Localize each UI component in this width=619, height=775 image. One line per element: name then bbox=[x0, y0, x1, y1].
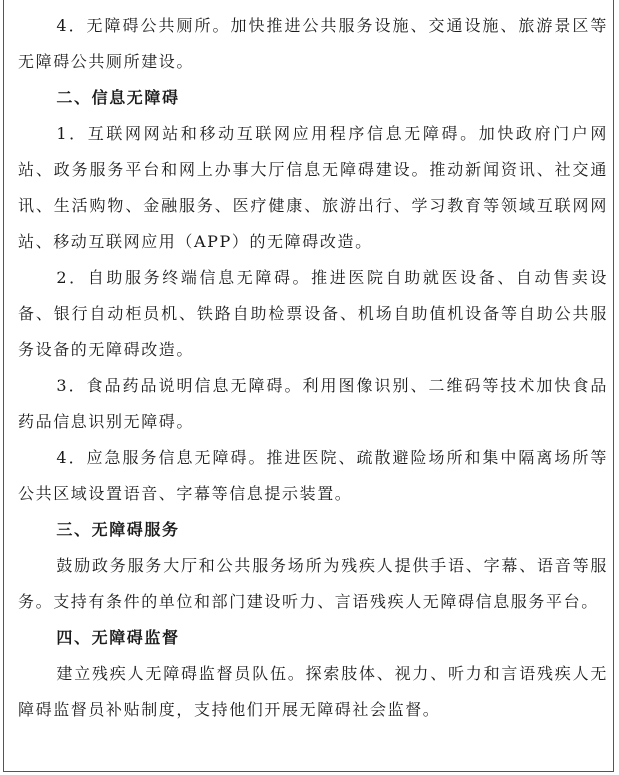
paragraph-emergency-info: 4．应急服务信息无障碍。推进医院、疏散避险场所和集中隔离场所等公共区域设置语音、字幕等信息提示装置。 bbox=[18, 448, 608, 503]
paragraph-public-toilets: 4．无障碍公共厕所。加快推进公共服务设施、交通设施、旅游景区等无障碍公共厕所建设。 bbox=[18, 16, 608, 71]
paragraph-supervisor-team: 建立残疾人无障碍监督员队伍。探索肢体、视力、听力和言语残疾人无障碍监督员补贴制度，支持他们开展无障碍社会监督。 bbox=[18, 664, 608, 719]
section-heading-information-accessibility: 二、信息无障碍 bbox=[56, 88, 180, 107]
document-frame bbox=[3, 0, 614, 772]
section-heading-accessibility-supervision: 四、无障碍监督 bbox=[56, 628, 180, 647]
document-body bbox=[18, 8, 608, 728]
paragraph-sign-language-services: 鼓励政务服务大厅和公共服务场所为残疾人提供手语、字幕、语音等服务。支持有条件的单位和部门建设听力、言语残疾人无障碍信息服务平台。 bbox=[18, 556, 608, 611]
paragraph-internet-accessibility: 1．互联网网站和移动互联网应用程序信息无障碍。加快政府门户网站、政务服务平台和网上办事大厅信息无障碍建设。推动新闻资讯、社交通讯、生活购物、金融服务、医疗健康、旅游出行、学习教育等领域互联网网站、移动互联网应用（APP）的无障碍改造。 bbox=[18, 124, 608, 251]
paragraph-self-service-terminals: 2．自助服务终端信息无障碍。推进医院自助就医设备、自动售卖设备、银行自动柜员机、铁路自助检票设备、机场自助值机设备等自助公共服务设备的无障碍改造。 bbox=[18, 268, 608, 359]
paragraph-food-drug-info: 3．食品药品说明信息无障碍。利用图像识别、二维码等技术加快食品药品信息识别无障碍。 bbox=[18, 376, 608, 431]
section-heading-accessible-services: 三、无障碍服务 bbox=[56, 520, 180, 539]
